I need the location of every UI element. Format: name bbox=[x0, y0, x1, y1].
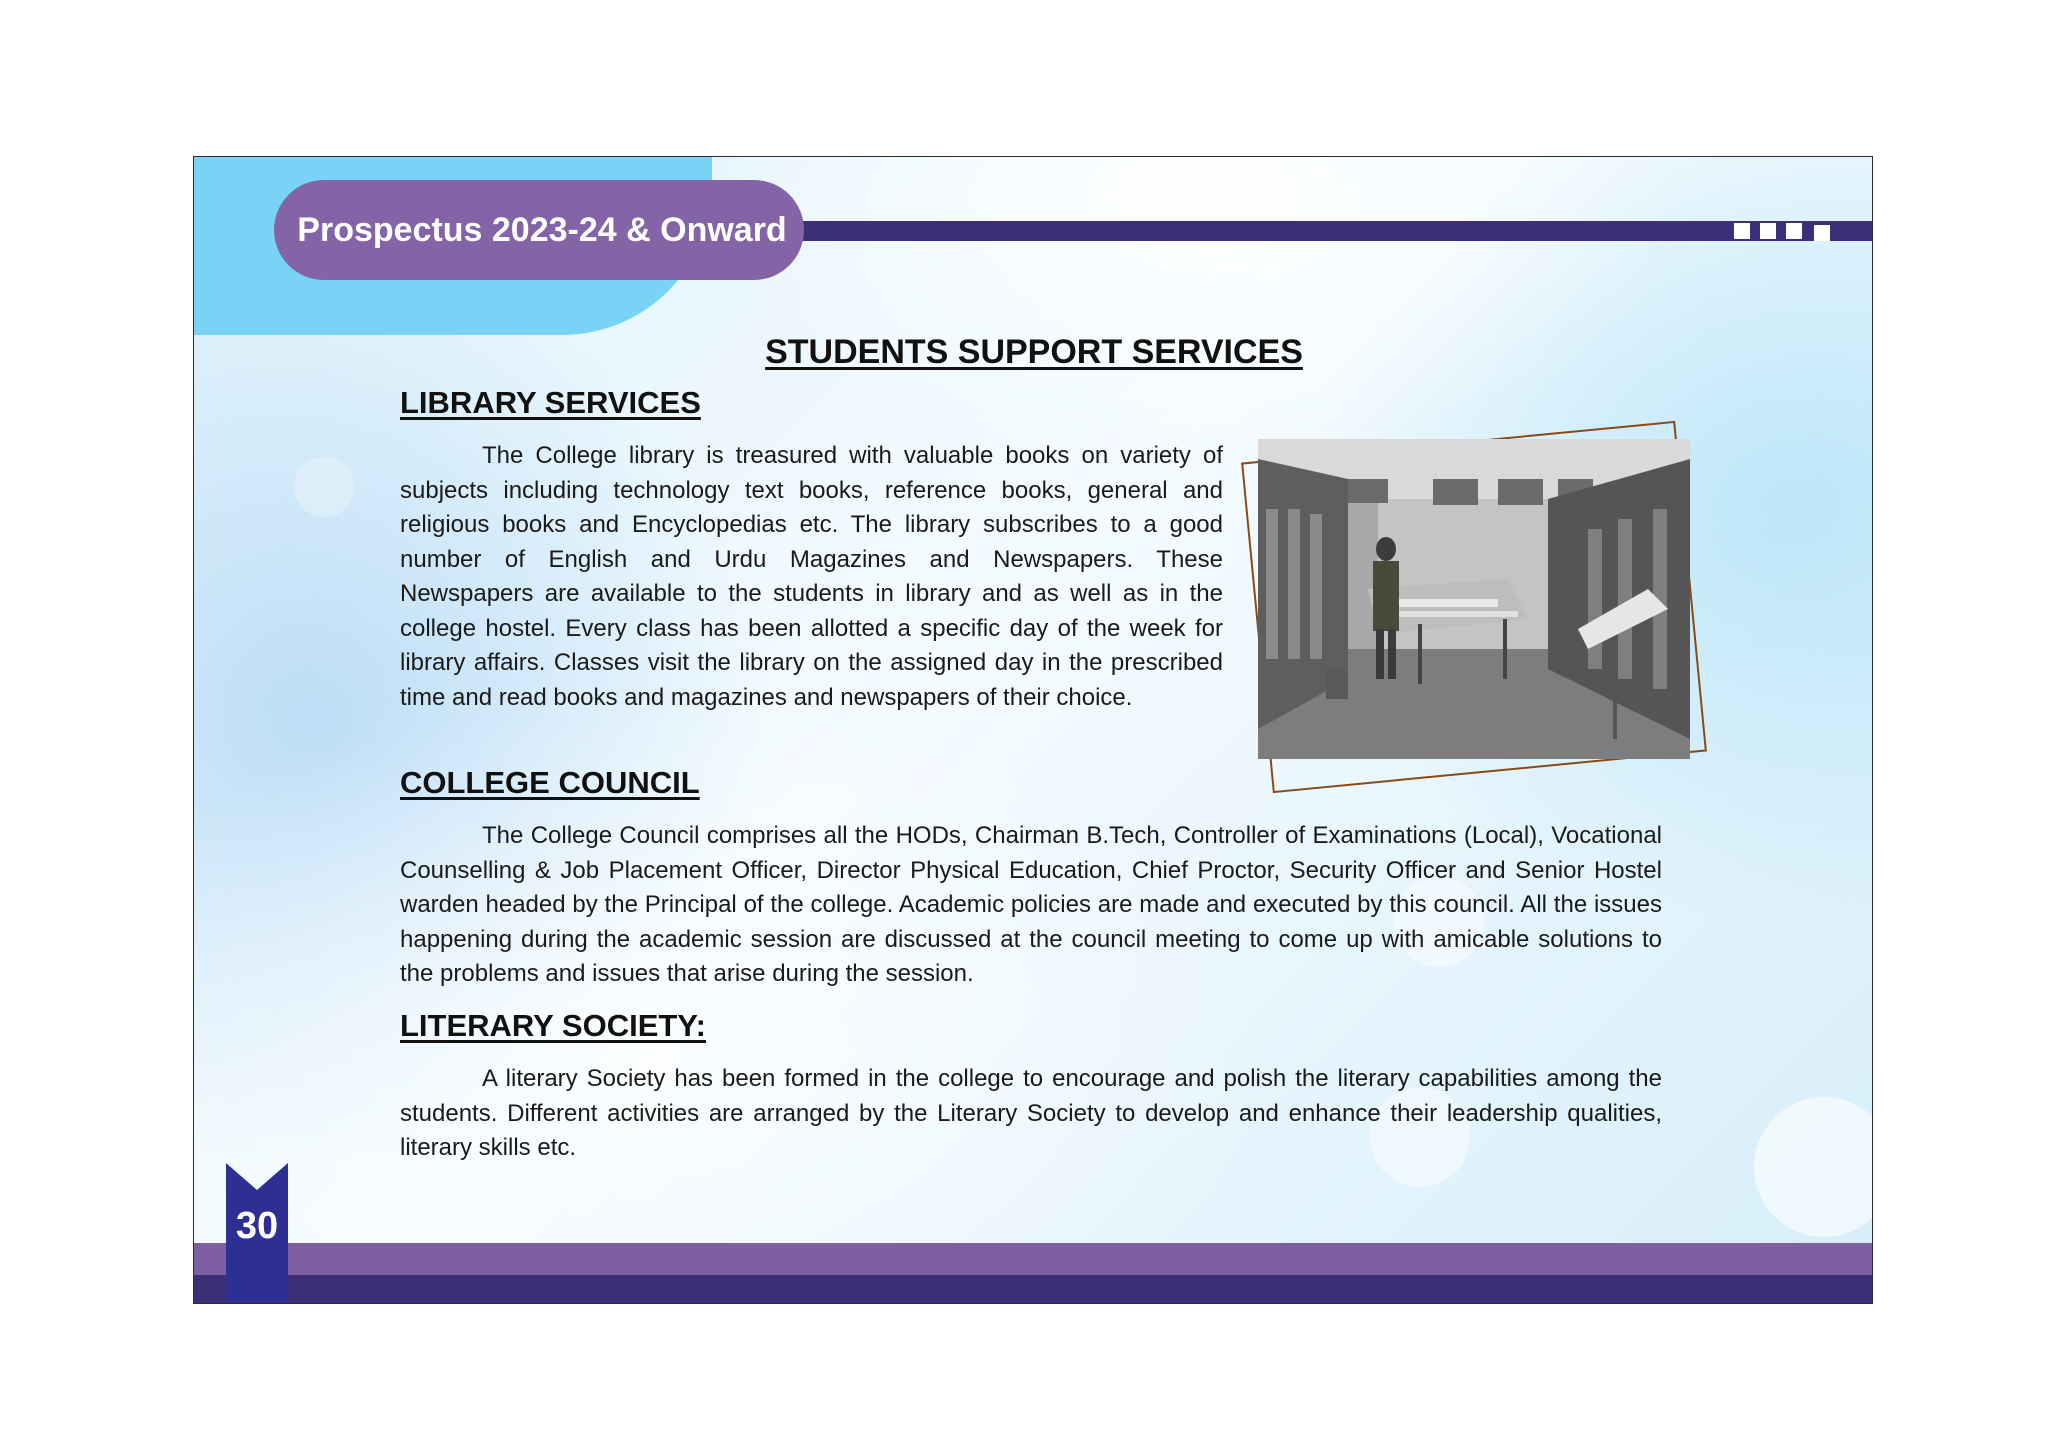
section-heading-council: COLLEGE COUNCIL bbox=[400, 765, 700, 800]
header-square-icon bbox=[1786, 223, 1802, 239]
section-body-council: The College Council comprises all the HODs, Chairman B.Tech, Controller of Examinations (Local), Vocational Counselling & Job Placement Officer, Director Physical Education, Chief Proctor, Security Officer and Senior Hostel warden headed by the Principal of the college. Academic policies are made and executed by this council. All the issues happening during the academic session are discussed at the council meeting to come up with amicable solutions to the problems and issues that arise during the session. bbox=[400, 822, 1662, 987]
prospectus-page bbox=[193, 156, 1873, 1304]
header-bar bbox=[794, 221, 1873, 241]
bokeh-light bbox=[1754, 1097, 1873, 1237]
header-square-icon bbox=[1760, 223, 1776, 239]
section-body-literary: A literary Society has been formed in the college to encourage and polish the literary capabilities among the students. Different activities are arranged by the Literary Society to develop and enhance their leadership qualities, literary skills etc. bbox=[400, 1065, 1662, 1161]
section-heading-library: LIBRARY SERVICES bbox=[400, 385, 701, 420]
header-title: Prospectus 2023-24 & Onward bbox=[274, 180, 804, 280]
header-square-icon bbox=[1814, 225, 1830, 241]
library-photo bbox=[1258, 439, 1690, 759]
bokeh-light bbox=[294, 457, 354, 517]
section-body-library: The College library is treasured with valuable books on variety of subjects including technology text books, reference books, general and religious books and Encyclopedias etc. The library subscribes to a good number of English and Urdu Magazines and Newspapers. These Newspapers are available to the students in library and as well as in the college hostel. Every class has been allotted a specific day of the week for library affairs. Classes visit the library on the assigned day in the prescribed time and read books and magazines and newspapers of their choice. bbox=[400, 442, 1223, 711]
header-square-icon bbox=[1734, 223, 1750, 239]
page-number: 30 bbox=[235, 1205, 279, 1247]
footer-band-dark bbox=[194, 1275, 1872, 1304]
page-title: STUDENTS SUPPORT SERVICES bbox=[765, 333, 1303, 371]
section-heading-literary: LITERARY SOCIETY: bbox=[400, 1008, 707, 1043]
footer-band bbox=[194, 1243, 1872, 1275]
